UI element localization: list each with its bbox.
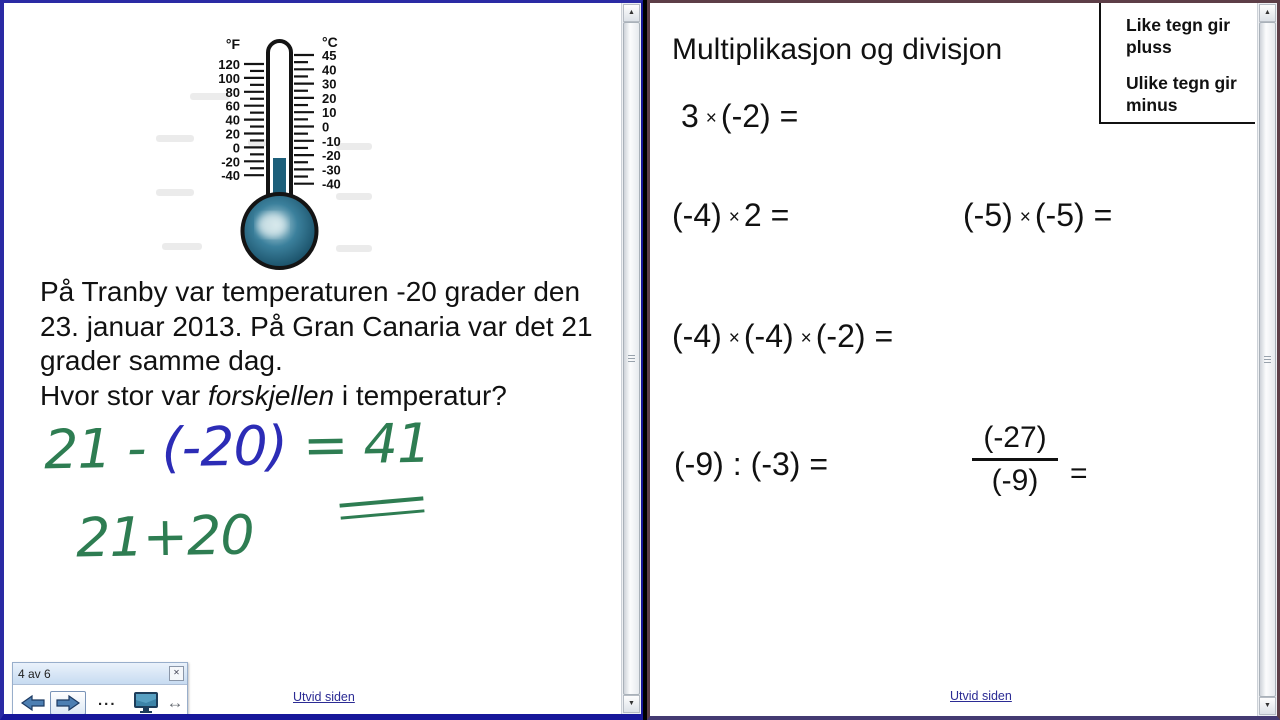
problem-line: 23. januar 2013. På Gran Canaria var det 21 bbox=[40, 310, 593, 342]
scroll-down-button[interactable]: ▼ bbox=[1259, 697, 1276, 715]
handwriting-line-1: 21 - (-20) = 41 bbox=[43, 411, 431, 482]
multiplication-sign: × bbox=[705, 108, 717, 129]
math-problem: (-9) : (-3) = bbox=[674, 446, 829, 482]
svg-text:-10: -10 bbox=[322, 133, 341, 149]
svg-text:30: 30 bbox=[322, 76, 337, 92]
svg-text:120: 120 bbox=[218, 57, 240, 72]
handwriting-blue-part: (-20) bbox=[160, 414, 288, 480]
svg-text:0: 0 bbox=[232, 140, 240, 156]
multiplication-sign: × bbox=[1019, 207, 1031, 228]
scrollbar-grip bbox=[1264, 356, 1271, 363]
scrollbar-grip bbox=[628, 355, 635, 362]
celsius-scale bbox=[294, 48, 341, 192]
handwriting-answer: 41 bbox=[362, 411, 431, 476]
page-navigation-toolbar bbox=[12, 662, 188, 720]
scroll-up-button[interactable]: ▲ bbox=[1259, 4, 1276, 22]
fraction-equals: = bbox=[1070, 456, 1088, 490]
fahrenheit-unit-label: °F bbox=[225, 36, 240, 52]
svg-text:20: 20 bbox=[322, 90, 337, 106]
more-options-button[interactable]: ... bbox=[98, 692, 117, 709]
notebook-page-left bbox=[4, 3, 641, 714]
expand-page-link-left[interactable]: Utvid siden bbox=[293, 690, 355, 704]
fraction-bar bbox=[972, 458, 1058, 461]
scroll-down-button[interactable]: ▼ bbox=[623, 695, 640, 713]
math-problem: (-5) × (-5) = bbox=[963, 197, 1113, 233]
scrollbar-thumb[interactable] bbox=[1259, 22, 1276, 697]
page-indicator: 4 av 6 bbox=[18, 666, 51, 681]
fraction-numerator: (-27) bbox=[983, 421, 1047, 454]
svg-text:40: 40 bbox=[322, 62, 337, 78]
svg-text:-40: -40 bbox=[221, 168, 240, 184]
notebook-page-right bbox=[650, 3, 1277, 716]
scrollbar-thumb[interactable] bbox=[623, 22, 640, 695]
svg-text:20: 20 bbox=[225, 126, 240, 142]
resize-horizontal-button[interactable]: ↔ bbox=[166, 692, 184, 712]
math-problem: (-4) × (-4) × (-2) = bbox=[672, 318, 894, 354]
multiplication-sign: × bbox=[800, 328, 812, 349]
svg-text:-30: -30 bbox=[322, 162, 341, 178]
pager-title-bar[interactable] bbox=[13, 663, 187, 685]
fraction-denominator: (-9) bbox=[991, 464, 1039, 497]
scrollbar-right-window[interactable] bbox=[1257, 3, 1277, 716]
fullscreen-button[interactable] bbox=[129, 689, 163, 716]
italic-word: forskjellen bbox=[208, 379, 335, 411]
rule-unlike-signs: Ulike tegn gir minus bbox=[1126, 73, 1237, 115]
page-title: Multiplikasjon og divisjon bbox=[672, 33, 1003, 66]
problem-line: På Tranby var temperaturen -20 grader den bbox=[40, 276, 581, 307]
svg-text:-40: -40 bbox=[322, 176, 341, 192]
svg-text:10: 10 bbox=[322, 105, 337, 121]
arrow-left-icon bbox=[20, 694, 46, 712]
word-problem-text bbox=[40, 275, 620, 413]
expand-page-link-right[interactable]: Utvid siden bbox=[950, 689, 1012, 703]
svg-text:0: 0 bbox=[322, 119, 330, 135]
problem-question: Hvor stor var forskjellen i temperatur? bbox=[40, 379, 507, 411]
multiplication-sign: × bbox=[728, 328, 740, 349]
fahrenheit-scale bbox=[218, 57, 264, 183]
svg-text:-20: -20 bbox=[221, 154, 240, 170]
svg-text:40: 40 bbox=[225, 112, 240, 128]
svg-text:60: 60 bbox=[225, 98, 240, 114]
pager-close-button[interactable]: ✕ bbox=[169, 666, 184, 681]
svg-text:-20: -20 bbox=[322, 148, 341, 164]
thermometer-image bbox=[152, 31, 374, 277]
page-window-right bbox=[647, 0, 1280, 720]
next-page-button[interactable] bbox=[50, 691, 86, 715]
scrollbar-left-window[interactable] bbox=[621, 3, 641, 714]
svg-text:80: 80 bbox=[225, 84, 240, 100]
math-problem: (-4) × 2 = bbox=[672, 197, 790, 233]
fraction-problem bbox=[972, 421, 1088, 498]
celsius-unit-label: °C bbox=[322, 34, 338, 50]
math-problem: 3 × (-2) = bbox=[681, 98, 799, 134]
handwriting-line-2: 21+20 bbox=[75, 503, 255, 570]
answer-double-underline bbox=[339, 496, 424, 519]
multiplication-sign: × bbox=[728, 207, 740, 228]
svg-text:100: 100 bbox=[218, 70, 240, 86]
rule-like-signs: Like tegn gir pluss bbox=[1126, 15, 1231, 57]
monitor-icon bbox=[133, 691, 159, 714]
problem-line: grader samme dag. bbox=[40, 345, 283, 376]
scroll-up-button[interactable]: ▲ bbox=[623, 4, 640, 22]
svg-text:45: 45 bbox=[322, 48, 337, 63]
sign-rules-box bbox=[1099, 3, 1255, 124]
previous-page-button[interactable] bbox=[16, 692, 50, 714]
arrow-right-icon bbox=[55, 694, 81, 712]
